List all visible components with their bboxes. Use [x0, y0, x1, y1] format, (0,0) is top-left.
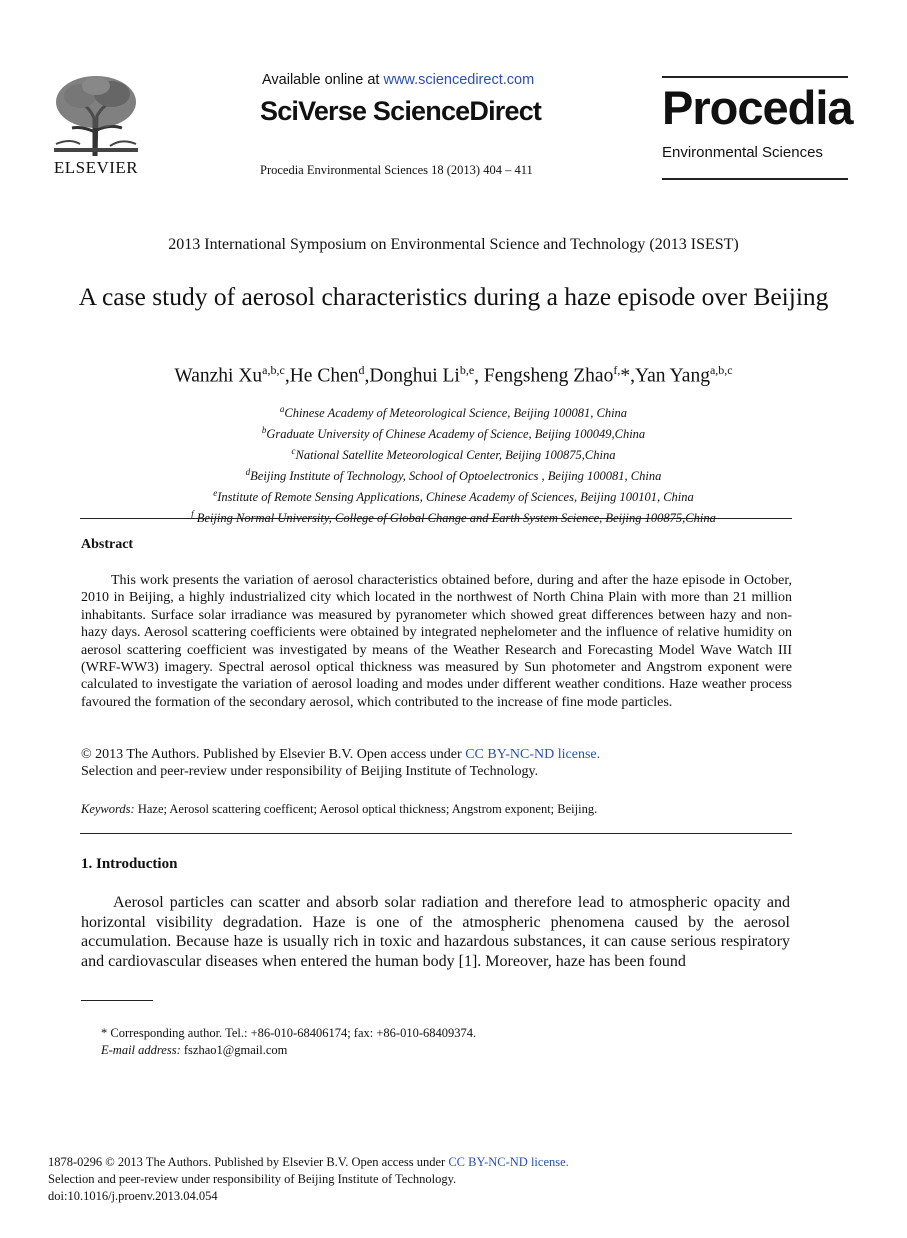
- affiliation: $^b$Graduate University of Chinese Academy of Science, Beijing 100049,China: [261, 424, 646, 442]
- publisher-name: ELSEVIER: [53, 158, 139, 177]
- affiliation: $^e$Institute of Remote Sensing Applications, Chinese Academy of Sciences, Beijing 100101, China: [213, 487, 694, 504]
- author: He Chen: [289, 365, 359, 387]
- footnote: [101, 1025, 476, 1059]
- author: Fengsheng Zhao: [483, 365, 614, 387]
- footnote-divider: [81, 1000, 153, 1001]
- author: Wanzhi Xu: [174, 365, 263, 387]
- abstract-heading: Abstract: [81, 537, 134, 552]
- doi: doi:10.1016/j.proenv.2013.04.054: [48, 1188, 218, 1203]
- copyright-notice: © 2013 The Authors. Published by Elsevier B.V. Open access under CC BY-NC-ND license. Selection and peer-review under responsibility of Beijing Institute of Technology.: [81, 747, 601, 780]
- affiliation: $^c$National Satellite Meteorological Center, Beijing 100875,China: [291, 445, 616, 463]
- author-list: Wanzhi Xu$^{a,b,c}$,He Chen$^d$,Donghui Li$^{b,e}$, Fengsheng Zhao$^{f,}$*,Yan Yang$^{a,b,c}$: [174, 363, 733, 387]
- corresponding-author: * Corresponding author. Tel.: +86-010-68406174; fax: +86-010-68409374.: [101, 1026, 477, 1040]
- top-divider: [80, 518, 792, 519]
- footer-license-link[interactable]: CC BY-NC-ND license.: [448, 1155, 569, 1169]
- introduction-text: Aerosol particles can scatter and absorb solar radiation and therefore lead to atmospheric opacity and horizontal visibility degradation. Haze is one of the atmospheric phenomena caused by the aerosol accumulation. Because haze is usually rich in toxic and hazardous substances, it can cause serious respiratory and cardiovascular diseases when entered the human body [1]. Moreover, haze has been found: [81, 894, 790, 970]
- author-affiliation-marker: b,e: [459, 363, 475, 377]
- license-link[interactable]: CC BY-NC-ND license.: [465, 747, 601, 762]
- available-online: Available online at www.sciencedirect.com: [262, 72, 535, 88]
- affiliation: $^a$Chinese Academy of Meteorological Science, Beijing 100081, China: [279, 404, 628, 421]
- platform-name: SciVerse ScienceDirect: [260, 96, 542, 126]
- author: Yan Yang: [634, 365, 710, 387]
- bottom-divider: [80, 833, 792, 834]
- journal-reference: Procedia Environmental Sciences 18 (2013) 404 – 411: [260, 163, 533, 177]
- author-affiliation-marker: d: [358, 363, 365, 377]
- corresponding-mark: *: [620, 365, 631, 387]
- author-affiliation-marker: a,b,c: [709, 363, 733, 377]
- author-affiliation-marker: f,: [613, 363, 621, 377]
- page-footer: 1878-0296 © 2013 The Authors. Published by Elsevier B.V. Open access under CC BY-NC-ND license. Selection and peer-review under responsibility of Beijing Institute of Technology. doi:10.1016/j.proenv.2013.04.054: [48, 1155, 569, 1203]
- conference-name: 2013 International Symposium on Environmental Science and Technology (2013 ISEST): [168, 236, 739, 253]
- affiliation-list: [0, 401, 907, 527]
- affiliation: $^f$ Beijing Normal University, College of Global Change and Earth System Science, Beijing 100875,China: [191, 508, 716, 525]
- email-line: E-mail address: fszhao1@gmail.com: [101, 1042, 288, 1057]
- section-heading-introduction: 1. Introduction: [81, 856, 178, 872]
- email-address: fszhao1@gmail.com: [180, 1042, 288, 1057]
- author-affiliation-marker: a,b,c: [262, 363, 285, 377]
- author: Donghui Li: [369, 365, 460, 387]
- journal-subtitle: Environmental Sciences: [662, 144, 823, 161]
- journal-brand: Procedia: [662, 81, 853, 134]
- affiliation: $^d$Beijing Institute of Technology, School of Optoelectronics , Beijing 100081, China: [245, 466, 662, 484]
- sciencedirect-link[interactable]: www.sciencedirect.com: [383, 72, 535, 88]
- paper-title: A case study of aerosol characteristics during a haze episode over Beijing: [78, 282, 829, 311]
- keywords: Keywords: Haze; Aerosol scattering coefficent; Aerosol optical thickness; Angstrom exponent; Beijing.: [81, 802, 598, 816]
- abstract-text: This work presents the variation of aerosol characteristics obtained before, during and after the haze episode in October, 2010 in Beijing, a highly industrialized city which located in the northwest of North China Plain with more than 21 million inhabitants. Surface solar irradiance was measured by pyranometer which showed great differences between hazy and non-hazy days. Aerosol scattering coefficients were obtained by integrated nephelometer and the influence of relative humidity on aerosol scattering coefficient was investigated by means of the Weather Research and Forecasting Model Wave Watch III (WRF-WW3) imagery. Spectral aerosol optical thickness was measured by Sun photometer and Angstrom exponent were calculated to investigate the variation of aerosol loading and modes under different weather conditions. Haze weather process favoured the formation of the secondary aerosol, which contributed to the increase of fine mode particles.: [81, 573, 792, 710]
